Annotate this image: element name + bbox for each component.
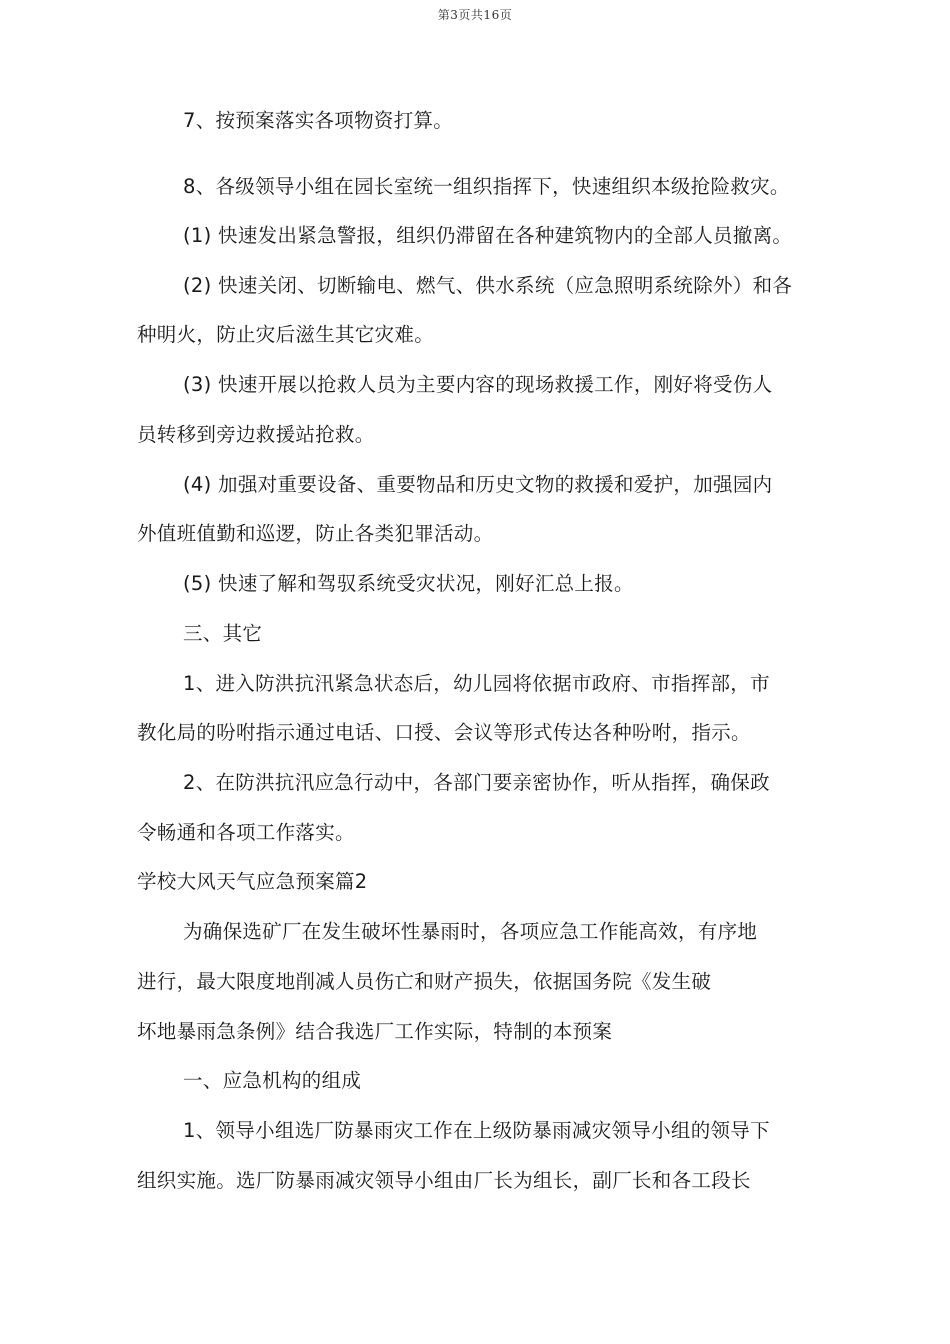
paragraph-line: 1、领导小组选厂防暴雨灾工作在上级防暴雨减灾领导小组的领导下 bbox=[183, 1119, 770, 1142]
paragraph-line: 员转移到旁边救援站抢救。 bbox=[137, 423, 375, 446]
paragraph-line: 教化局的吩咐指示通过电话、口授、会议等形式传达各种吩咐，指示。 bbox=[137, 721, 751, 744]
section-heading: 三、其它 bbox=[183, 622, 263, 645]
paragraph-line: 组织实施。选厂防暴雨减灾领导小组由厂长为组长，副厂长和各工段长 bbox=[137, 1169, 751, 1192]
paragraph-line: 8、各级领导小组在园长室统一组织指挥下，快速组织本级抢险救灾。 bbox=[183, 175, 790, 198]
paragraph-line: (1) 快速发出紧急警报，组织仍滞留在各种建筑物内的全部人员撤离。 bbox=[183, 224, 793, 247]
paragraph-line: 坏地暴雨急条例》结合我选厂工作实际，特制的本预案 bbox=[137, 1020, 613, 1043]
paragraph-line: (2) 快速关闭、切断输电、燃气、供水系统（应急照明系统除外）和各 bbox=[183, 274, 793, 297]
paragraph-line: 1、进入防洪抗汛紧急状态后，幼儿园将依据市政府、市指挥部，市 bbox=[183, 672, 770, 695]
paragraph-line: 为确保选矿厂在发生破坏性暴雨时，各项应急工作能高效，有序地 bbox=[183, 920, 758, 943]
paragraph-line: 外值班值勤和巡逻，防止各类犯罪活动。 bbox=[137, 522, 494, 545]
section-heading: 一、应急机构的组成 bbox=[183, 1069, 362, 1092]
paragraph-line: 进行，最大限度地削减人员伤亡和财产损失，依据国务院《发生破 bbox=[137, 970, 712, 993]
paragraph-line: 2、在防洪抗汛应急行动中，各部门要亲密协作，听从指挥，确保政 bbox=[183, 771, 770, 794]
page-number-header: 第3页共16页 bbox=[437, 8, 513, 22]
paragraph-line: 种明火，防止灾后滋生其它灾难。 bbox=[137, 323, 435, 346]
paragraph-line: (5) 快速了解和驾驭系统受灾状况，刚好汇总上报。 bbox=[183, 572, 634, 595]
paragraph-line: (4) 加强对重要设备、重要物品和历史文物的救援和爱护，加强园内 bbox=[183, 473, 773, 496]
paragraph-line: 令畅通和各项工作落实。 bbox=[137, 821, 355, 844]
paragraph-line: 7、按预案落实各项物资打算。 bbox=[183, 109, 454, 132]
document-title: 学校大风天气应急预案篇2 bbox=[137, 870, 368, 893]
paragraph-line: (3) 快速开展以抢救人员为主要内容的现场救援工作，刚好将受伤人 bbox=[183, 373, 773, 396]
